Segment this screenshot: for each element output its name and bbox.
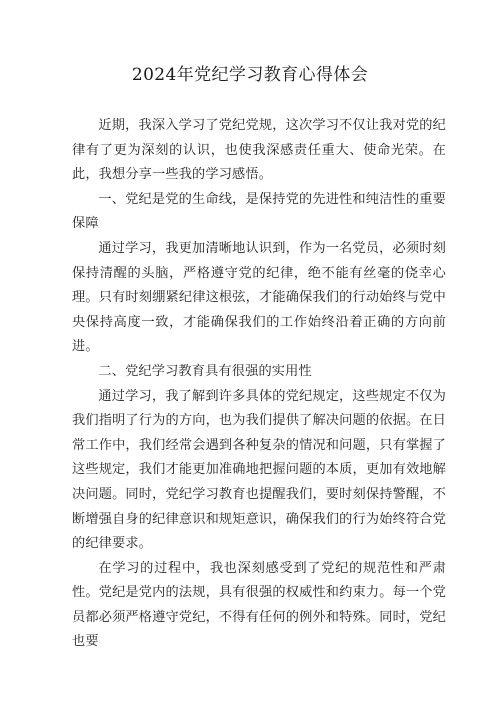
document-body <box>72 114 446 655</box>
document-title: 2024年党纪学习教育心得体会 <box>131 65 369 85</box>
section-heading-2: 二、党纪学习教育具有很强的实用性 <box>98 363 312 379</box>
body-paragraph: 在学习的过程中，我也深刻感受到了党纪的规范性和严肃性。党纪是党内的法规，具有很强的权威性和约束力。每一个党员都必须严格遵守党纪，不得有任何的例外和特殊。同时，党纪也要 <box>72 560 446 650</box>
body-paragraph: 通过学习，我了解到许多具体的党纪规定，这些规定不仅为我们指明了行为的方向，也为我们提供了解决问题的依据。在日常工作中，我们经常会遇到各种复杂的情况和问题，只有掌握了这些规定，我们才能更加准确地把握问题的本质，更加有效地解决问题。同时，党纪学习教育也提醒我们，要时刻保持警醒，不断增强自身的纪律意识和规矩意识，确保我们的行为始终符合党的纪律要求。 <box>72 388 446 552</box>
section-heading-1: 一、党纪是党的生命线，是保持党的先进性和纯洁性的重要保障 <box>72 191 446 232</box>
intro-paragraph: 近期，我深入学习了党纪党规，这次学习不仅让我对党的纪律有了更为深刻的认识，也使我深感责任重大、使命光荣。在此，我想分享一些我的学习感悟。 <box>72 118 446 183</box>
body-paragraph: 通过学习，我更加清晰地认识到，作为一名党员，必须时刻保持清醒的头脑，严格遵守党的纪律，绝不能有丝毫的侥幸心理。只有时刻绷紧纪律这根弦，才能确保我们的行动始终与党中央保持高度一致，才能确保我们的工作始终沿着正确的方向前进。 <box>72 240 446 355</box>
